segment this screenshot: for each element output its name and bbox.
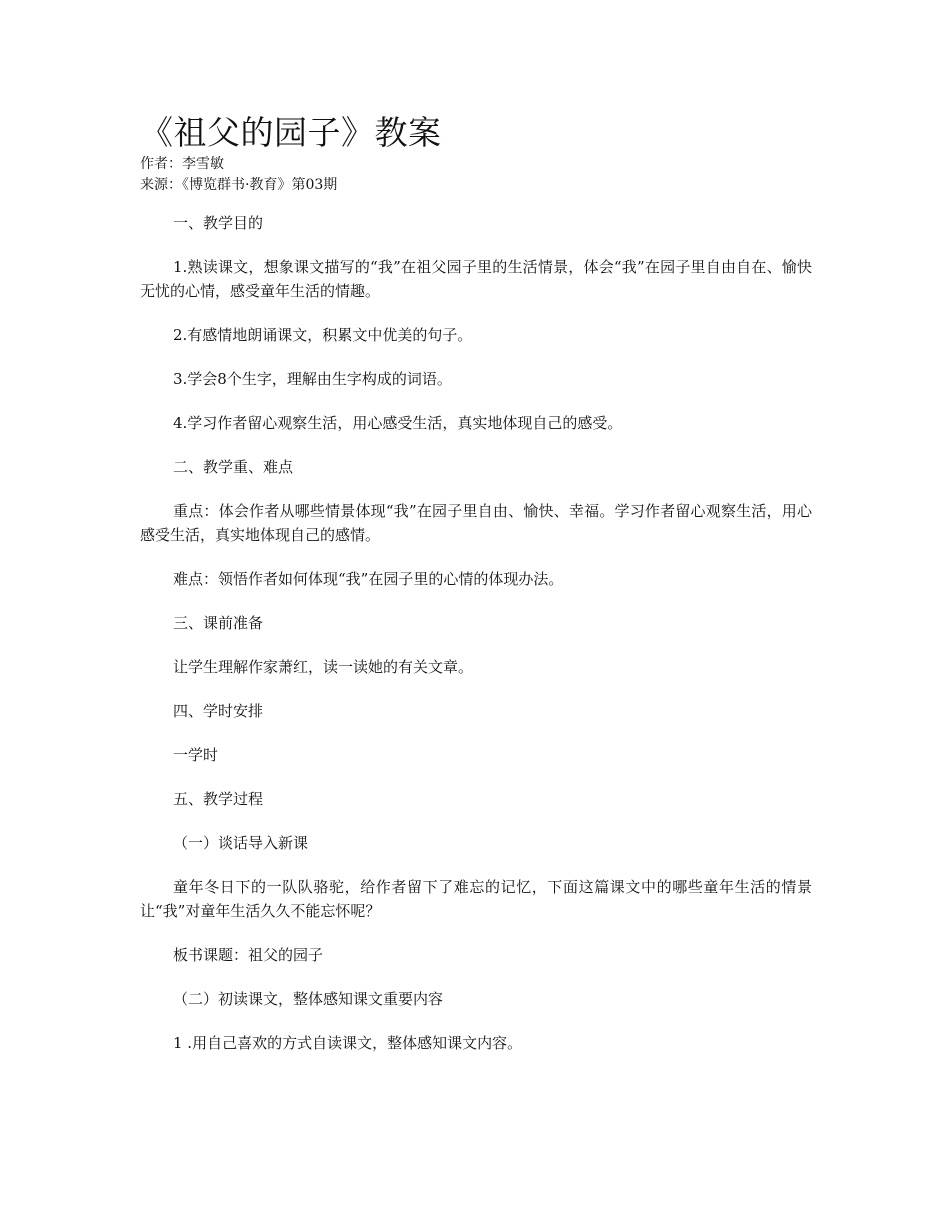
- section-heading-preparation: 三、课前准备: [173, 614, 264, 632]
- key-point-paragraph: 重点：体会作者从哪些情景体现“我”在园子里自由、愉快、幸福。学习作者留心观察生活，用心感受生活，真实地体现自己的感情。: [140, 502, 812, 544]
- schedule-paragraph: 一学时: [173, 746, 219, 764]
- subheading-introduction: （一）谈话导入新课: [173, 834, 309, 852]
- objective-1: 1.熟读课文，想象课文描写的“我”在祖父园子里的生活情景，体会“我”在园子里自由自在、愉快无忧的心情，感受童年生活的情趣。: [140, 258, 812, 300]
- objective-2: 2.有感情地朗诵课文，积累文中优美的句子。: [173, 326, 473, 344]
- objective-4: 4.学习作者留心观察生活，用心感受生活，真实地体现自己的感受。: [173, 414, 623, 432]
- source-line: 来源：《博览群书·教育》第03期: [140, 177, 338, 193]
- objective-3: 3.学会8个生字，理解由生字构成的词语。: [173, 370, 452, 388]
- section-heading-schedule: 四、学时安排: [173, 702, 264, 720]
- first-reading-step-1: 1 .用自己喜欢的方式自读课文，整体感知课文内容。: [173, 1034, 523, 1052]
- section-heading-objectives: 一、教学目的: [173, 214, 264, 232]
- preparation-paragraph: 让学生理解作家萧红，读一读她的有关文章。: [173, 658, 474, 676]
- introduction-paragraph: 童年冬日下的一队队骆驼，给作者留下了难忘的记忆，下面这篇课文中的哪些童年生活的情景让“我”对童年生活久久不能忘怀呢？: [140, 878, 812, 920]
- subheading-first-reading: （二）初读课文，整体感知课文重要内容: [173, 990, 444, 1008]
- document-body: [140, 211, 812, 1055]
- section-heading-process: 五、教学过程: [173, 790, 264, 808]
- section-heading-key-points: 二、教学重、难点: [173, 458, 294, 476]
- difficulty-paragraph: 难点：领悟作者如何体现“我”在园子里的心情的体现办法。: [173, 570, 564, 588]
- document-title: 《祖父的园子》教案: [140, 113, 442, 152]
- board-title-paragraph: 板书课题：祖父的园子: [173, 946, 324, 964]
- author-line: 作者：李雪敏: [140, 156, 224, 172]
- document-page: [140, 112, 812, 1075]
